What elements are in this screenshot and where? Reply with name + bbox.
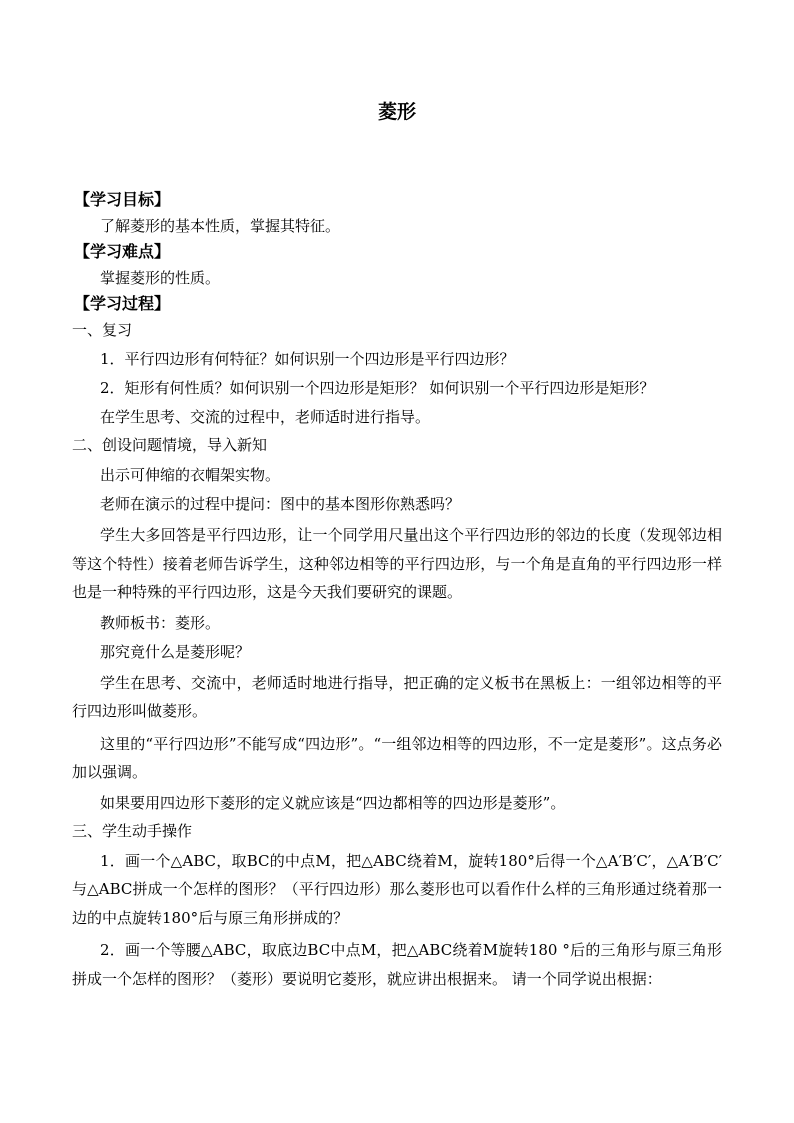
page-title: 菱形 [377, 101, 416, 123]
situation-paragraph-5: 那究竟什么是菱形呢？ [100, 642, 251, 661]
difficulty-text: 掌握菱形的性质。 [100, 269, 221, 288]
review-question-2: 2．矩形有何性质？如何识别一个四边形是矩形？ 如何识别一个平行四边形是矩形？ [100, 378, 655, 397]
review-question-1: 1．平行四边形有何特征？如何识别一个四边形是平行四边形？ [100, 349, 515, 368]
situation-paragraph-6: 学生在思考、交流中，老师适时地进行指导，把正确的定义板书在黑板上：一组邻边相等的平行四边形叫做菱形。 [72, 673, 722, 721]
difficulty-heading: 【学习难点】 [74, 242, 171, 262]
situation-paragraph-7: 这里的“平行四边形”不能写成“四边形”。“一组邻边相等的四边形，不一定是菱形”。这点务必加以强调。 [72, 734, 722, 782]
operation-heading: 三、学生动手操作 [72, 822, 193, 841]
operation-paragraph-1: 1．画一个△ABC，取BC的中点M，把△ABC绕着M，旋转180°后得一个△A′B′C′，△A′B′C′与△ABC拼成一个怎样的图形？（平行四边形）那么菱形也可以看作什么样的三角形通过绕着那一边的中点旋转180°后与原三角形拼成的？ [72, 851, 722, 927]
review-note: 在学生思考、交流的过程中，老师适时进行指导。 [100, 408, 431, 427]
goal-heading: 【学习目标】 [74, 190, 171, 209]
operation-paragraph-2: 2．画一个等腰△ABC，取底边BC中点M，把△ABC绕着M旋转180 °后的三角形与原三角形拼成一个怎样的图形？（菱形）要说明它菱形，就应讲出根据来。 请一个同学说出根据： [72, 941, 722, 988]
document-body [72, 186, 722, 993]
situation-paragraph-3: 学生大多回答是平行四边形，让一个同学用尺量出这个平行四边形的邻边的长度（发现邻边相等这个特性）接着老师告诉学生，这种邻边相等的平行四边形，与一个角是直角的平行四边形一样也是一种特殊的平行四边形，这是今天我们要研究的课题。 [72, 526, 722, 602]
situation-paragraph-8: 如果要用四边形下菱形的定义就应该是“四边都相等的四边形是菱形”。 [100, 793, 566, 812]
process-heading: 【学习过程】 [74, 294, 171, 314]
goal-text: 了解菱形的基本性质，掌握其特征。 [100, 217, 341, 235]
review-heading: 一、复习 [72, 321, 133, 340]
situation-paragraph-1: 出示可伸缩的衣帽架实物。 [100, 465, 281, 484]
situation-paragraph-4: 教师板书：菱形。 [100, 613, 221, 632]
situation-heading: 二、创设问题情境，导入新知 [72, 436, 268, 455]
situation-paragraph-2: 老师在演示的过程中提问：图中的基本图形你熟悉吗？ [100, 494, 461, 513]
